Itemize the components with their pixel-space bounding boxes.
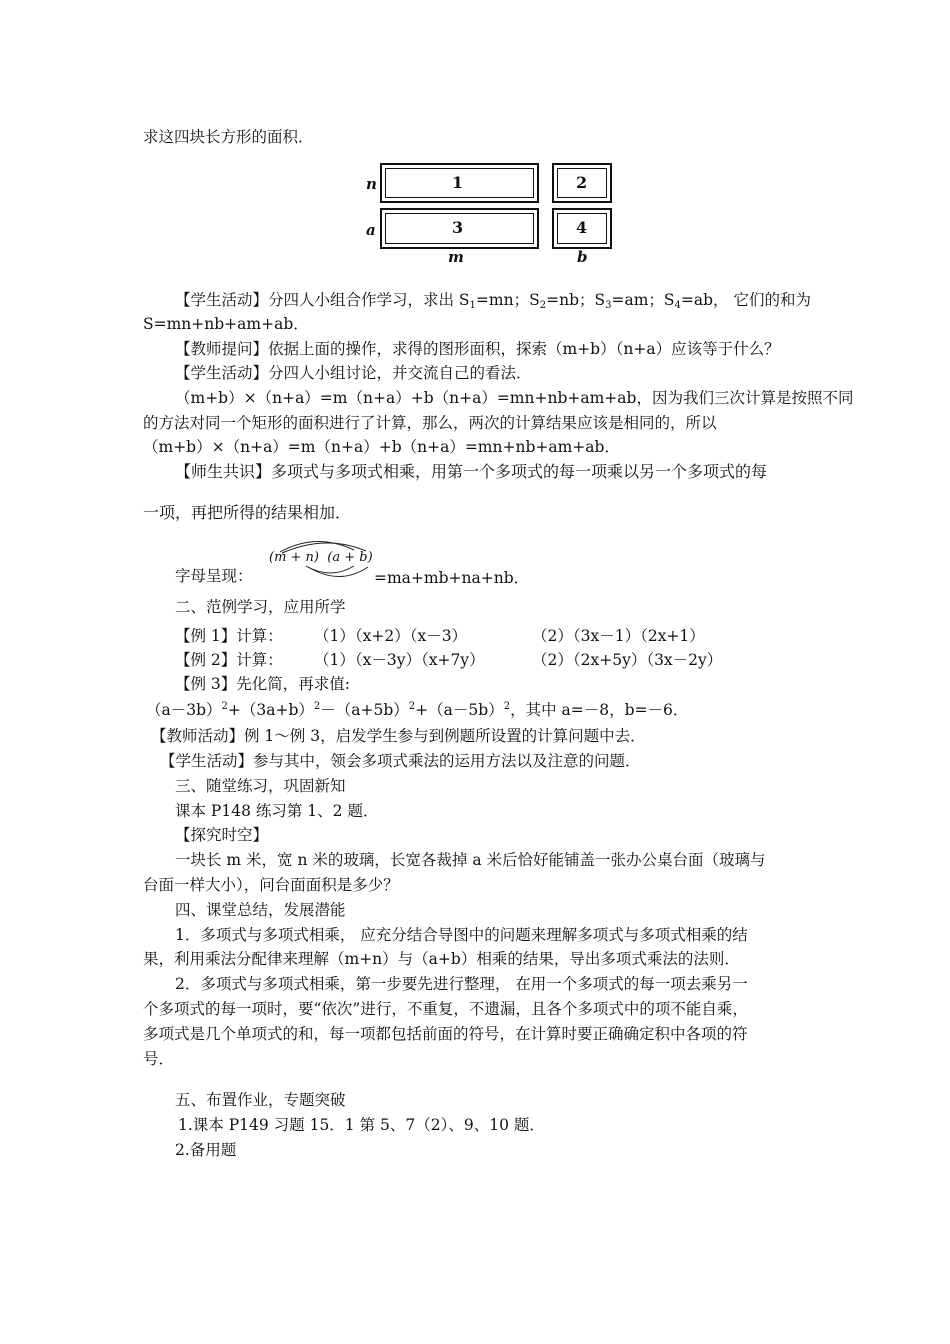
example-1-label: 【例 1】计算： xyxy=(175,627,283,645)
example-2-q1: （1）（x－3y）（x+7y） xyxy=(314,651,485,669)
student-activity-1: 【学生活动】分四人小组合作学习，求出 $S_1=mn$；$S_2=nb$；$S_3=am$；$S_4=ab$， 它们的和为 xyxy=(175,291,811,311)
summary-2-line-3: 多项式是几个单项式的和，每一项都包括前面的符号，在计算时要正确确定积中各项的符 xyxy=(143,1025,748,1043)
rect-4 xyxy=(552,208,612,249)
rect-3-label: 3 xyxy=(452,218,464,237)
example-2-q2: （2）（2x+5y）（3x－2y） xyxy=(532,651,723,669)
rect-3 xyxy=(380,208,539,249)
example-2-label: 【例 2】计算： xyxy=(175,651,283,669)
consensus-line-2: 一项，再把所得的结果相加． xyxy=(143,503,352,522)
dim-m-label: m xyxy=(448,248,464,266)
example-3-label: 【例 3】先化简，再求值: xyxy=(175,675,351,693)
rect-1-label: 1 xyxy=(452,173,464,192)
practice-text: 课本 P148 练习第 1、2 题． xyxy=(175,802,379,820)
teacher-activity: 【教师活动】例 1～例 3，启发学生参与到例题所设置的计算问题中去． xyxy=(151,727,646,745)
dim-a-label: a xyxy=(366,221,376,239)
dim-n-label: n xyxy=(366,175,377,193)
derivation-line-2: 的方法对同一个矩形的面积进行了计算，那么，两次的计算结果应该是相同的，所以 xyxy=(143,414,717,432)
intro-text: 求这四块长方形的面积． xyxy=(143,128,314,146)
section-5-heading: 五、布置作业，专题突破 xyxy=(175,1091,346,1109)
letters-expression: (m + n) (a + b) xyxy=(269,550,373,565)
example-3-expression: $(a-3b)^2+(3a+b)^2-(a+5b)^2+(a-5b)^2$，其中 a=－8，b=－6． xyxy=(146,701,689,719)
consensus-line-1: 【师生共识】多项式与多项式相乘，用第一个多项式的每一项乘以另一个多项式的每 xyxy=(175,462,768,481)
summary-2-line-2: 个多项式的每一项时，要“依次”进行，不重复，不遗漏，且各个多项式中的项不能自乘， xyxy=(143,1000,748,1018)
rect-4-label: 4 xyxy=(576,218,588,237)
rect-2 xyxy=(552,163,612,203)
teacher-question: 【教师提问】依据上面的操作，求得的图形面积，探索（m+b）（n+a）应该等于什么？ xyxy=(175,340,780,358)
explore-text-1: 一块长 m 米，宽 n 米的玻璃，长宽各裁掉 a 米后恰好能铺盖一张办公桌台面（玻璃与 xyxy=(175,851,766,869)
section-3-heading: 三、随堂练习，巩固新知 xyxy=(175,777,346,795)
example-1-q2: （2）（3x－1）（2x+1） xyxy=(532,627,705,645)
rect-2-label: 2 xyxy=(576,173,588,192)
student-activity-1-cont: S=mn+nb+am+ab． xyxy=(143,315,309,333)
summary-1-line-1: 1．多项式与多项式相乘， 应充分结合导图中的问题来理解多项式与多项式相乘的结 xyxy=(175,926,748,944)
rect-1 xyxy=(380,163,539,203)
section-4-heading: 四、课堂总结，发展潜能 xyxy=(175,901,346,919)
section-2-heading: 二、范例学习，应用所学 xyxy=(175,598,346,616)
derivation-line-3: （m+b）×（n+a）=m（n+a）+b（n+a）=mn+nb+am+ab． xyxy=(143,438,620,456)
summary-2-line-4: 号． xyxy=(143,1050,175,1068)
example-1-q1: （1）（x+2）（x－3） xyxy=(314,627,468,645)
explore-text-2: 台面一样大小），问台面面积是多少？ xyxy=(143,876,399,894)
summary-2-line-1: 2．多项式与多项式相乘，第一步要先进行整理， 在用一个多项式的每一项去乘另一 xyxy=(175,975,748,993)
letters-result: =ma+mb+na+nb． xyxy=(374,569,530,587)
multiplication-arrows-diagram xyxy=(266,536,376,582)
homework-2: 2.备用题 xyxy=(175,1141,237,1159)
student-activity-3: 【学生活动】参与其中，领会多项式乘法的运用方法以及注意的问题． xyxy=(160,752,641,770)
derivation-line-1: （m+b）×（n+a）=m（n+a）+b（n+a）=mn+nb+am+ab，因为我们三次计算是按照不同 xyxy=(175,389,854,407)
dim-b-label: b xyxy=(577,248,588,266)
student-activity-2: 【学生活动】分四人小组讨论，并交流自己的看法． xyxy=(175,364,532,382)
explore-heading: 【探究时空】 xyxy=(175,826,269,844)
homework-1: 1.课本 P149 习题 15．1 第 5、7（2）、9、10 题． xyxy=(178,1116,545,1134)
letters-label: 字母呈现： xyxy=(175,567,253,585)
rectangles-figure xyxy=(360,160,630,270)
summary-1-line-2: 果，利用乘法分配律来理解（m+n）与（a+b）相乘的结果，导出多项式乘法的法则． xyxy=(143,950,740,968)
